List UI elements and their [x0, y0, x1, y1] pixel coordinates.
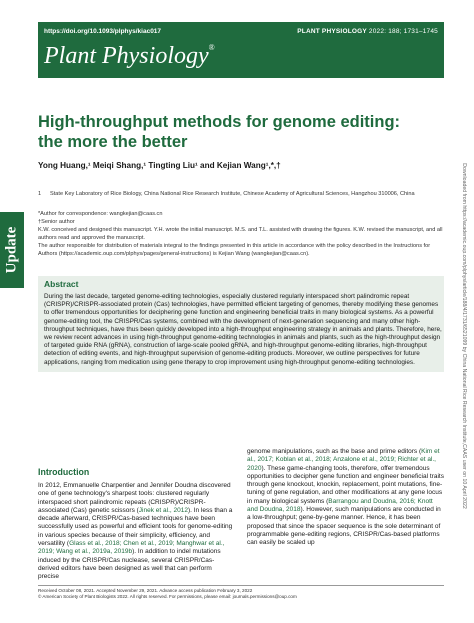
received-dates: Received October 08, 2021. Accepted November 29, 2021. Advance access publication February 3, 2022 [38, 588, 253, 593]
update-tab-label: Update [3, 226, 20, 274]
intro-left-text-b: ). In less than a decade afterward, CRISPR/Cas-based techniques have been successfully used as powerful and efficient tools for genome-editing in various species because of their simplicity, efficiency, and versatility ( [38, 506, 233, 548]
journal-citation-name: PLANT PHYSIOLOGY [297, 28, 367, 35]
article-title: High-throughput methods for genome editing: the more the better [38, 113, 401, 151]
senior-author-note: †Senior author [38, 219, 75, 226]
author-list: Yong Huang,¹ Meiqi Shang,¹ Tingting Liu¹ and Kejian Wang¹,*,† [38, 161, 281, 170]
intro-right-column [247, 448, 444, 548]
distribution-note: The author responsible for distribution of materials integral to the findings presented in this article in accordance with the policy described in the Instructions for Authors (https://academic.oup.com/plphys/pages/general-instructions) is Kejian Wang (wangkejian@caas.cn). [38, 243, 431, 258]
affiliation-text: State Key Laboratory of Rice Biology, China National Rice Research Institute, Chinese Academy of Agricultural Sciences, Hangzhou 310006, China [50, 191, 415, 197]
journal-title-text: Plant Physiology [44, 43, 209, 69]
update-section-tab [0, 212, 24, 288]
introduction-heading: Introduction [38, 467, 90, 477]
intro-right-text-b: ). These game-changing tools, therefore, offer tremendous opportunities to decipher gene function and engineer beneficial traits through gene knockout, knockin, replacement, point mutations, fine-tuning of gene regulation, and other modifications at any gene locus in many biological systems ( [247, 464, 444, 505]
journal-title [44, 43, 215, 70]
intro-left-text-a: In 2012, Emmanuelle Charpentier and Jennifer Doudna discovered one of gene technology's sharpest tools: clustered regularly interspaced short palindromic repeats (CRISPR)/CRISPR-associated (Cas) genetic scissors ( [38, 482, 231, 514]
intro-left-column [38, 482, 234, 582]
affiliation [38, 191, 444, 197]
contributions-note: K.W. conceived and designed this manuscript. Y.H. wrote the initial manuscript. M.S. and T.L. assisted with drawing the figures. K.W. revised the manuscript, and all authors read and approved the manuscript. [38, 227, 443, 242]
abstract-body: During the last decade, targeted genome-editing technologies, especially clustered regularly interspaced short palindromic repeat (CRISPR)/CRISPR-associated protein (Cas) technologies, have permitted efficient targeting of genomes, thereby modifying these genomes to offer tremendous opportunities for deciphering gene function and engineering beneficial traits in many biological systems. As a powerful genome-editing tool, the CRISPR/Cas systems, combined with the development of next-generation sequencing and many other high-throughput techniques, have thus been quickly developed into a high-throughput engineering strategy in animals and plants. Therefore, here, we review recent advances in using high-throughput genome-editing technologies in animals and plants, such as the high-throughput design of targeted guide RNA (gRNA), construction of large-scale pooled gRNA, and high-throughput genome-editing libraries, high-throughput detection of editing events, and high-throughput supervision of genome-editing products. Moreover, we outline perspectives for future applications, ranging from medication using gene therapy to crop improvement using high-throughput genome-editing technologies. [44, 293, 442, 366]
registered-mark: ® [208, 43, 215, 52]
download-watermark [459, 96, 468, 576]
copyright-notice: © American Society of Plant Biologists 2022. All rights reserved. For permissions, please email: journals.permissions@oup.com [38, 594, 297, 599]
abstract-box [38, 276, 444, 372]
intro-paragraph-right [247, 448, 444, 548]
journal-citation-volume: 2022: 188; 1731–1745 [366, 28, 438, 35]
abstract-heading: Abstract [44, 279, 79, 289]
citation-link[interactable]: Barrangou and Doudna, 2016; Knott and Doudna, 2018 [247, 497, 433, 514]
intro-right-text-a: genome manipulations, such as the base and prime editors ( [247, 448, 422, 455]
download-watermark-text: Downloaded from https://academic.oup.com/plphys/article/188/4/1731/6521099 by China National Rice Research Institute,CAAS user on 10 April 2022 [460, 163, 467, 509]
journal-citation [297, 28, 438, 35]
author-notes [38, 210, 444, 259]
correspondence-note: *Author for correspondence: wangkejian@caas.cn [38, 211, 163, 217]
citation-link[interactable]: Kim et al., 2017; Koblan et al., 2018; Anzalone et al., 2019; Richter et al., 2020 [247, 448, 440, 472]
intro-right-text-c: ). However, such manipulations are conducted in a low-throughput; gene-by-gene manner. Hence, it has been proposed that since the spacer sequence is the sole determinant of programmable gene-editing regions, CRISPR/Cas-based platforms can easily be scaled up [247, 506, 441, 547]
intro-paragraph-left [38, 482, 234, 582]
intro-left-text-c: ). In addition to indel mutations induced by the CRISPR/Cas nuclease, several CRISPR/Cas-derived editors have been designed as well that can perform precise [38, 548, 221, 581]
affiliation-number: 1 [38, 191, 42, 197]
page-footer [38, 585, 444, 600]
citation-link[interactable]: Glass et al., 2018; Chen et al., 2019; Manghwar et al., 2019; Wang et al., 2019a, 2019b [38, 540, 225, 556]
citation-link[interactable]: Jinek et al., 2012 [138, 506, 188, 514]
doi-link[interactable]: https://doi.org/10.1093/plphys/kiac017 [44, 28, 162, 35]
journal-header [38, 22, 444, 78]
